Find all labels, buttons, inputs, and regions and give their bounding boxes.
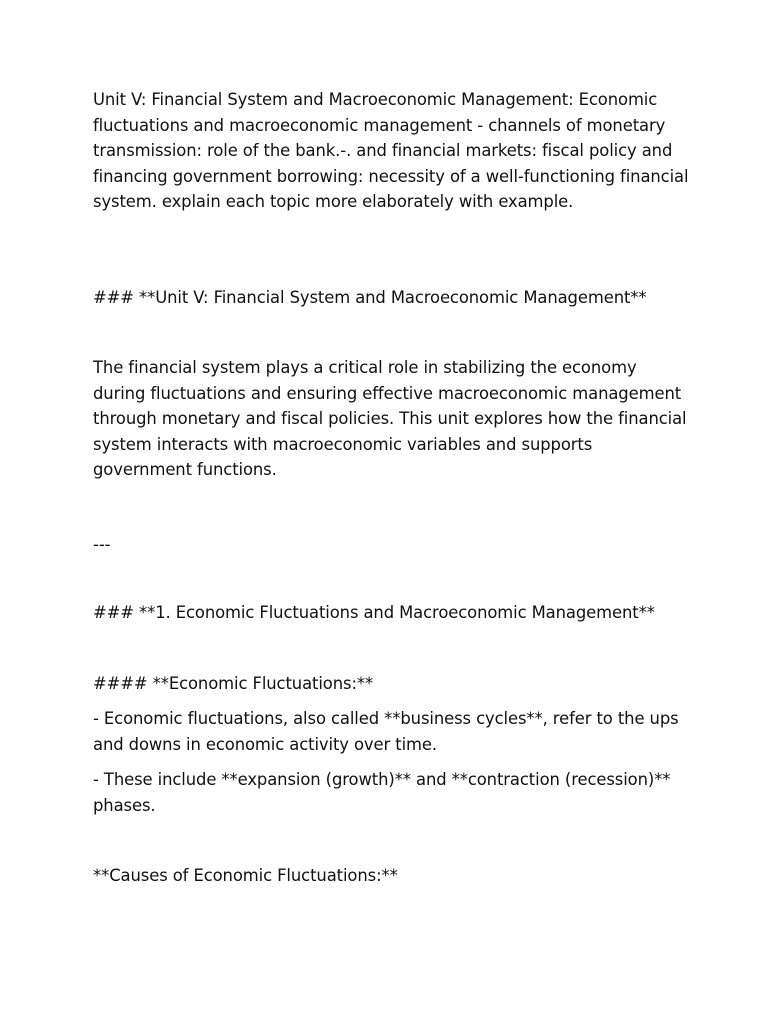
unit-heading: ### **Unit V: Financial System and Macroeconomic Management** [93, 288, 647, 307]
intro-paragraph: The financial system plays a critical role in stabilizing the economy during fluctuations and ensuring effective macroeconomic management through monetary and fiscal policies. This unit explores how the financial system interacts with macroeconomic variables and supports government functions. [93, 358, 687, 480]
section-heading-fluctuations: ### **1. Economic Fluctuations and Macroeconomic Management** [93, 603, 655, 622]
subheading-economic-fluctuations: #### **Economic Fluctuations:** [93, 674, 374, 693]
prompt-paragraph: Unit V: Financial System and Macroeconomic Management: Economic fluctuations and macroeconomic management - channels of monetary transmission: role of the bank.-. and financial markets: fiscal policy and financing government borrowing: necessity of a well-functioning financial system. explain each topic more elaborately with example. [93, 90, 689, 212]
bullet-item: - These include **expansion (growth)** and **contraction (recession)** phases. [93, 770, 671, 815]
bullet-item: - Economic fluctuations, also called **business cycles**, refer to the ups and downs in economic activity over time. [93, 709, 679, 754]
separator-line: --- [93, 535, 111, 554]
causes-heading: **Causes of Economic Fluctuations:** [93, 866, 398, 885]
